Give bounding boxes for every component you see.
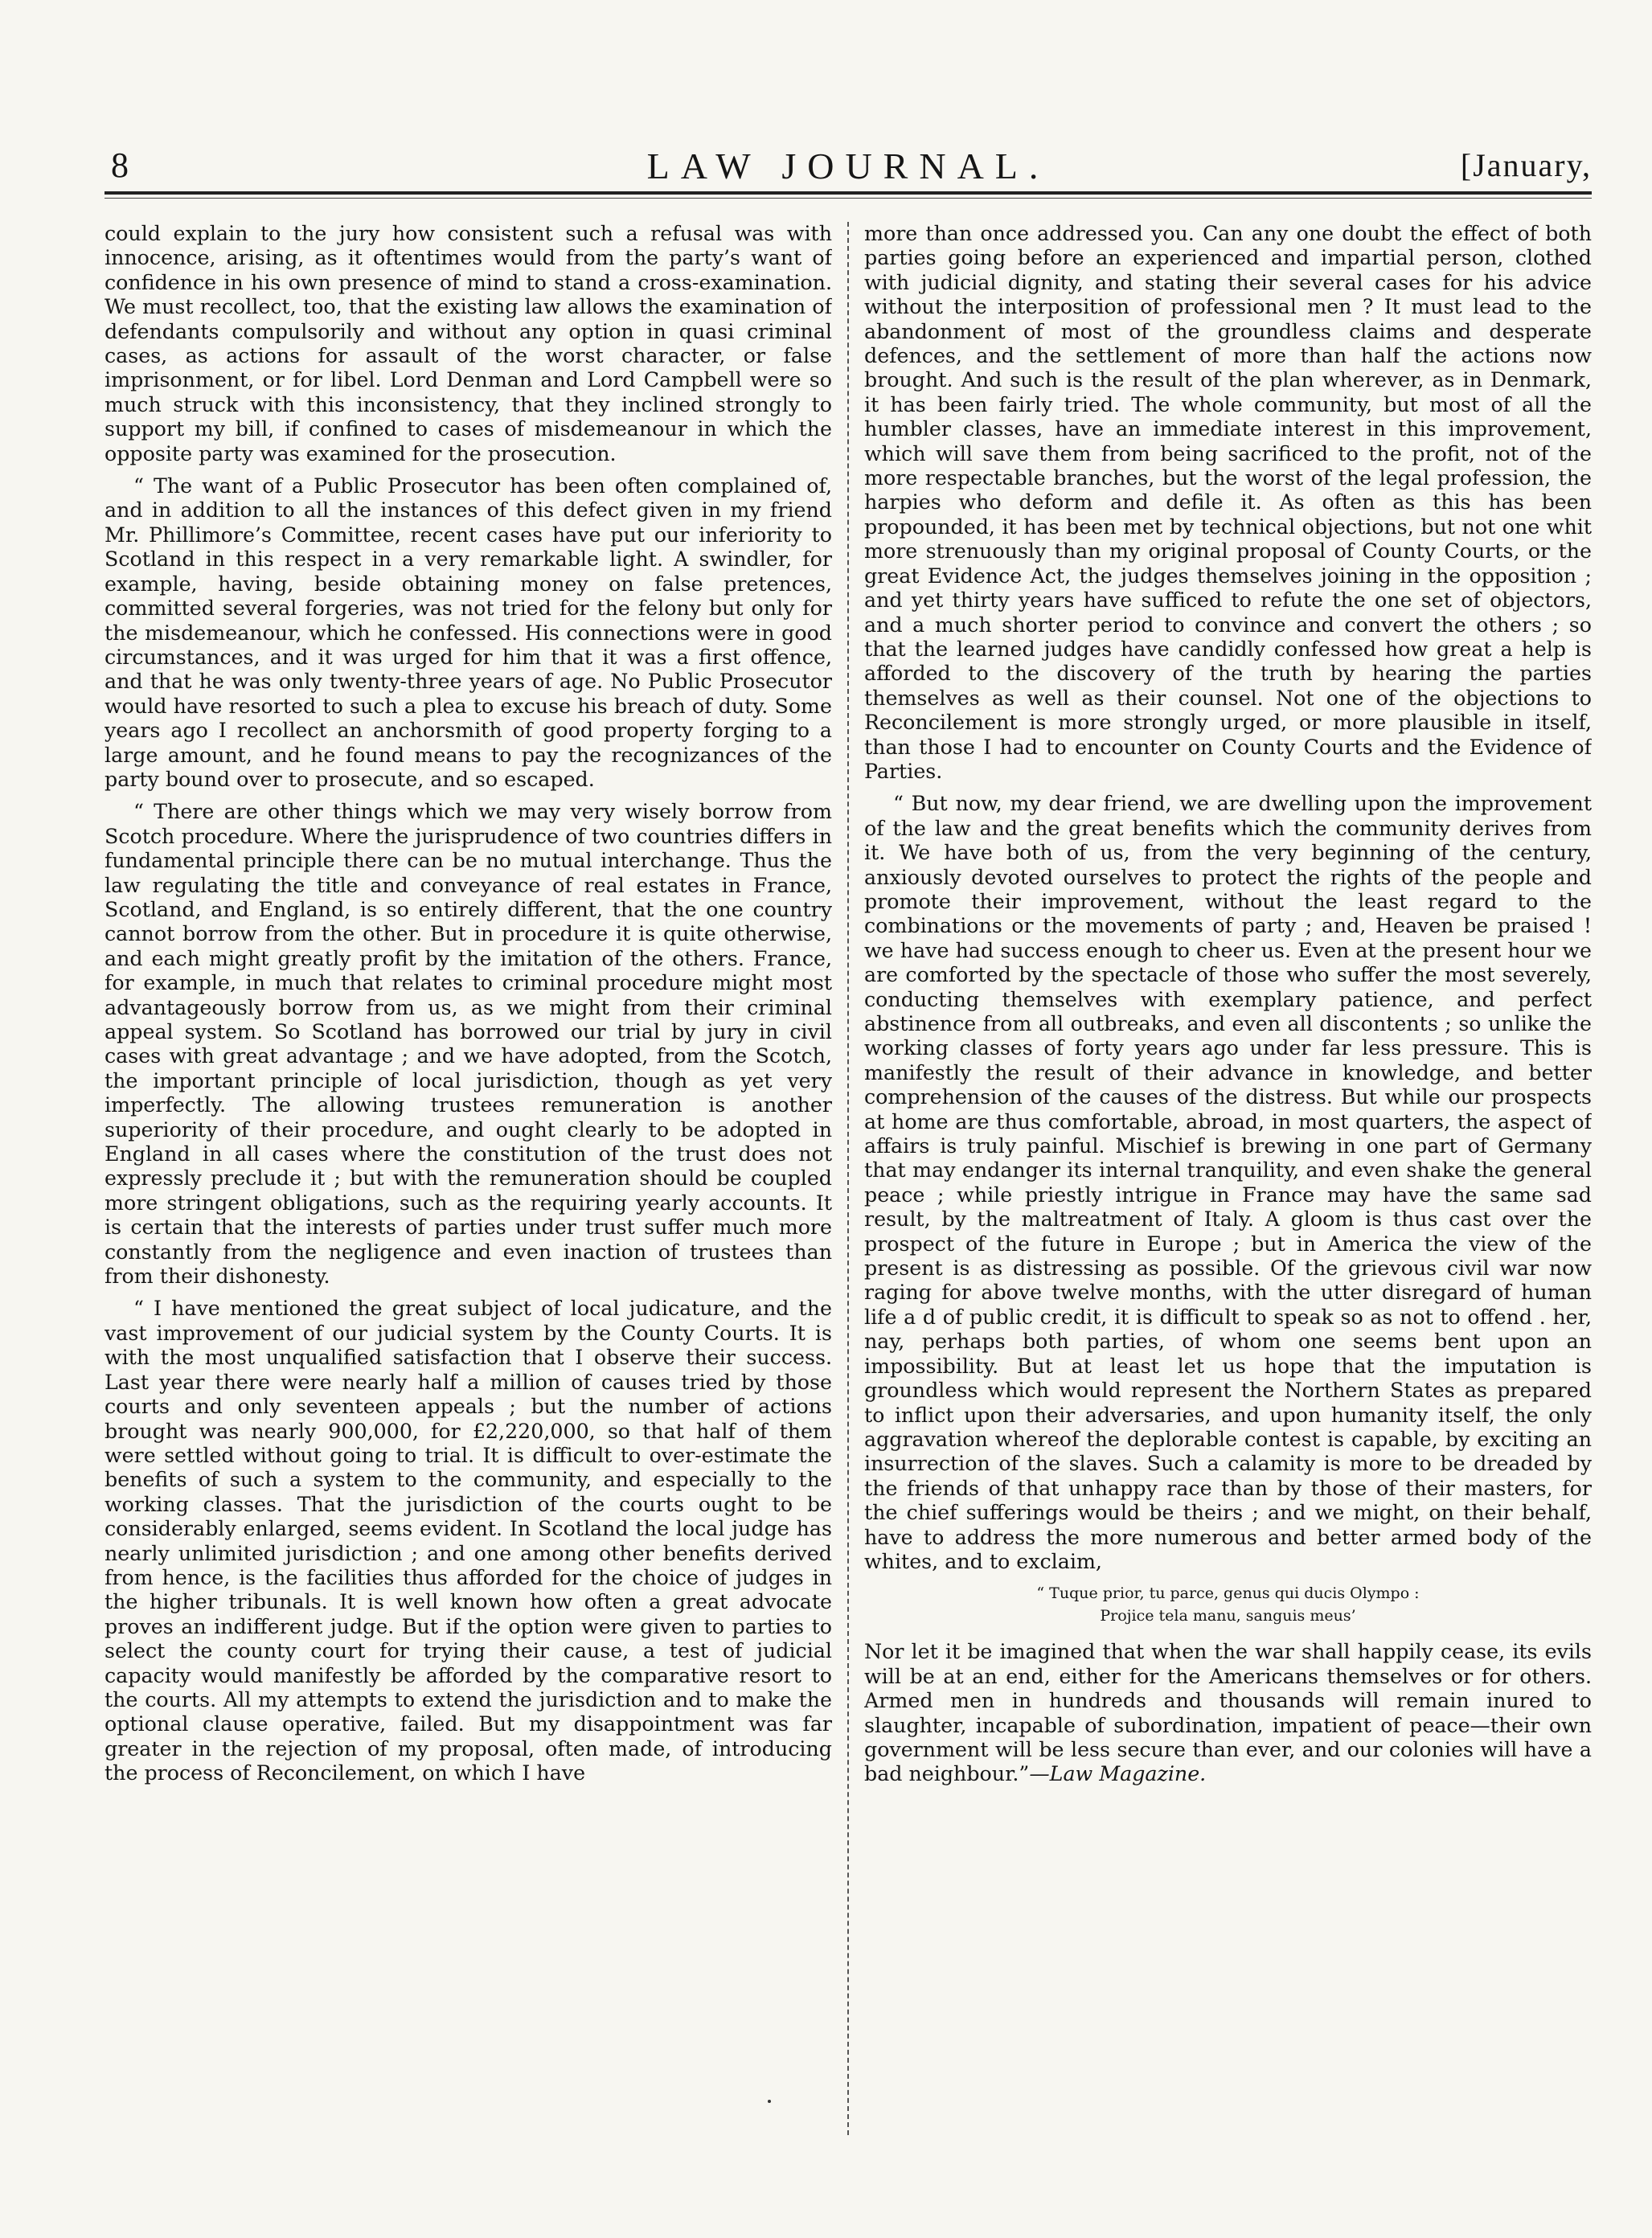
right-column — [864, 222, 1592, 1795]
left-paragraph-3: “ There are other things which we may very wisely borrow from Scotch procedure. Where the jurisprudence of two countries differs in fundamental principle there can be no mutual interchange. Thus the law regulating the title and conveyance of real estates in France, Scotland, and England, is so entirely different, that the one country cannot borrow from the other. But in procedure it is quite otherwise, and each might greatly profit by the imitation of the others. France, for example, in much that relates to criminal procedure might most advantageously borrow from us, as we might from their criminal appeal system. So Scotland has borrowed our trial by jury in civil cases with great advantage ; and we have adopted, from the Scotch, the important principle of local jurisdiction, though as yet very imperfectly. The allowing trustees remuneration is another superiority of their procedure, and ought clearly to be adopted in England in all cases where the constitution of the trust does not expressly preclude it ; but with the remuneration should be coupled more stringent obligations, such as the requiring yearly accounts. It is certain that the interests of parties under trust suffer much more constantly from the negligence and even inaction of trustees than from their dishonesty. — [105, 800, 832, 1289]
header-rule-thin — [105, 198, 1592, 199]
source-citation: —Law Magazine. — [1029, 1762, 1207, 1786]
column-divider — [847, 222, 849, 2135]
article-body — [105, 222, 1592, 2151]
verse-line-1: “ Tuque prior, tu parce, genus qui ducis Olympo : — [1036, 1584, 1420, 1603]
right-paragraph-1: more than once addressed you. Can any one doubt the effect of both parties going before an experienced and impartial person, clothed with judicial dignity, and stating their several cases for his advice without the interposition of professional men ? It must lead to the abandonment of most of the groundless claims and desperate defences, and the settlement of more than half the actions now brought. And such is the result of the plan wherever, as in Denmark, it has been fairly tried. The whole community, but most of all the humbler classes, have an immediate interest in this improvement, which will save them from being sacrificed to the profit, not of the more respectable branches, but the worst of the legal profession, the harpies who deform and defile it. As often as this has been propounded, it has been met by technical objections, but not one whit more strenuously than my original proposal of County Courts, or the great Evidence Act, the judges themselves joining in the opposition ; and yet thirty years have sufficed to refute the one set of objectors, and a much shorter period to convince and convert the others ; so that the learned judges have candidly confessed how great a help is afforded to the discovery of the truth by hearing the parties themselves as well as their counsel. Not one of the objections to Reconcilement is more strongly urged, or more plausible in itself, than those I had to encounter on County Courts and the Evidence of Parties. — [864, 222, 1592, 783]
right-paragraph-2: “ But now, my dear friend, we are dwelling upon the improvement of the law and the great benefits which the community derives from it. We have both of us, from the very beginning of the century, anxiously devoted ourselves to protect the rights of the people and promote their improvement, without the least regard to the combinations or the movements of party ; and, Heaven be praised ! we have had success enough to cheer us. Even at the present hour we are comforted by the spectacle of those who suffer the most severely, conducting themselves with exemplary patience, and perfect abstinence from all outbreaks, and even all discontents ; so unlike the working classes of forty years ago under far less pressure. This is manifestly the result of their advance in knowledge, and better comprehension of the causes of the distress. But while our prospects at home are thus comfortable, abroad, in most quarters, the aspect of affairs is truly painful. Mischief is brewing in one part of Germany that may endanger its internal tranquility, and even shake the general peace ; while priestly intrigue in France may have the same sad result, by the maltreatment of Italy. A gloom is thus cast over the prospect of the future in Europe ; but in America the view of the present is as distressing as possible. Of the grievous civil war now raging for above twelve months, with the utter disregard of human life a d of public credit, it is difficult to speak so as not to offend . her, nay, perhaps both parties, of whom one seems bent upon an impossibility. But at least let us hope that the imputation is groundless which would represent the Northern States as prepared to inflict upon their adversaries, and upon humanity itself, the only aggravation whereof the deplorable contest is capable, by exciting an insurrection of the slaves. Such a calamity is more to be dreaded by the friends of that unhappy race than by those of their masters, for the chief sufferings would be theirs ; and we might, on their behalf, have to address the more numerous and better armed body of the whites, and to exclaim, — [864, 792, 1592, 1573]
verse-line-2: Projice tela manu, sanguis meus’ — [1100, 1607, 1356, 1625]
left-paragraph-4: “ I have mentioned the great subject of local judicature, and the vast improvement of our judicial system by the County Courts. It is with the most unqualified satisfaction that I observe their success. Last year there were nearly half a million of causes tried by those courts and only seventeen appeals ; but the number of actions brought was nearly 900,000, for £2,220,000, so that half of them were settled without going to trial. It is difficult to over-estimate the benefits of such a system to the community, and especially to the working classes. That the jurisdiction of the courts ought to be considerably enlarged, seems evident. In Scotland the local judge has nearly unlimited jurisdiction ; and one among other benefits derived from hence, is the facilities thus afforded for the choice of judges in the higher tribunals. It is well known how often a great advocate proves an indifferent judge. But if the option were given to parties to select the county court for trying their cause, a test of judicial capacity would manifestly be afforded by the comparative resort to the courts. All my attempts to extend the jurisdiction and to make the optional clause operative, failed. But my disappointment was far greater in the rejection of my proposal, often made, of introducing the process of Reconcilement, on which I have — [105, 1297, 832, 1785]
header-rule-thick — [105, 191, 1592, 195]
left-column — [105, 222, 832, 1794]
page-number: 8 — [111, 146, 129, 185]
left-paragraph-1: could explain to the jury how consistent such a refusal was with innocence, arising, as it oftentimes would from the party’s want of confidence in his own presence of mind to stand a cross-examination. We must recollect, too, that the existing law allows the examination of defendants compulsorily and without any option in quasi criminal cases, as actions for assault of the worst character, or false imprisonment, or for libel. Lord Denman and Lord Campbell were so much struck with this inconsistency, that they inclined strongly to support my bill, if confined to cases of misdemeanour in which the opposite party was examined for the prosecution. — [105, 222, 832, 465]
latin-quotation — [864, 1582, 1592, 1627]
right-paragraph-3 — [864, 1640, 1592, 1786]
page-header — [105, 145, 1592, 201]
issue-month: [January, — [1460, 147, 1592, 183]
left-paragraph-2: “ The want of a Public Prosecutor has been often complained of, and in addition to all the instances of this defect given in my friend Mr. Phillimore’s Committee, recent cases have put our inferiority to Scotland in this respect in a very remarkable light. A swindler, for example, having, beside obtaining money on false pretences, committed several forgeries, was not tried for the felony but only for the misdemeanour, which he confessed. His connections were in good circumstances, and it was urged for him that it was a first offence, and that he was only twenty-three years of age. No Public Prosecutor would have resorted to such a plea to excuse his breach of duty. Some years ago I recollect an anchorsmith of good property forging to a large amount, and he found means to pay the recognizances of the party bound over to prosecute, and so escaped. — [105, 474, 832, 791]
print-speck — [768, 2100, 771, 2103]
closing-text: Nor let it be imagined that when the war shall happily cease, its evils will be at an end, either for the Americans themselves or for others. Armed men in hundreds and thousands will remain inured to slaughter, incapable of subordination, impatient of peace—their own government will be less secure than ever, and our colonies will have a bad neighbour.” — [864, 1640, 1592, 1786]
journal-title: LAW JOURNAL. — [646, 146, 1050, 186]
page — [105, 145, 1592, 1786]
